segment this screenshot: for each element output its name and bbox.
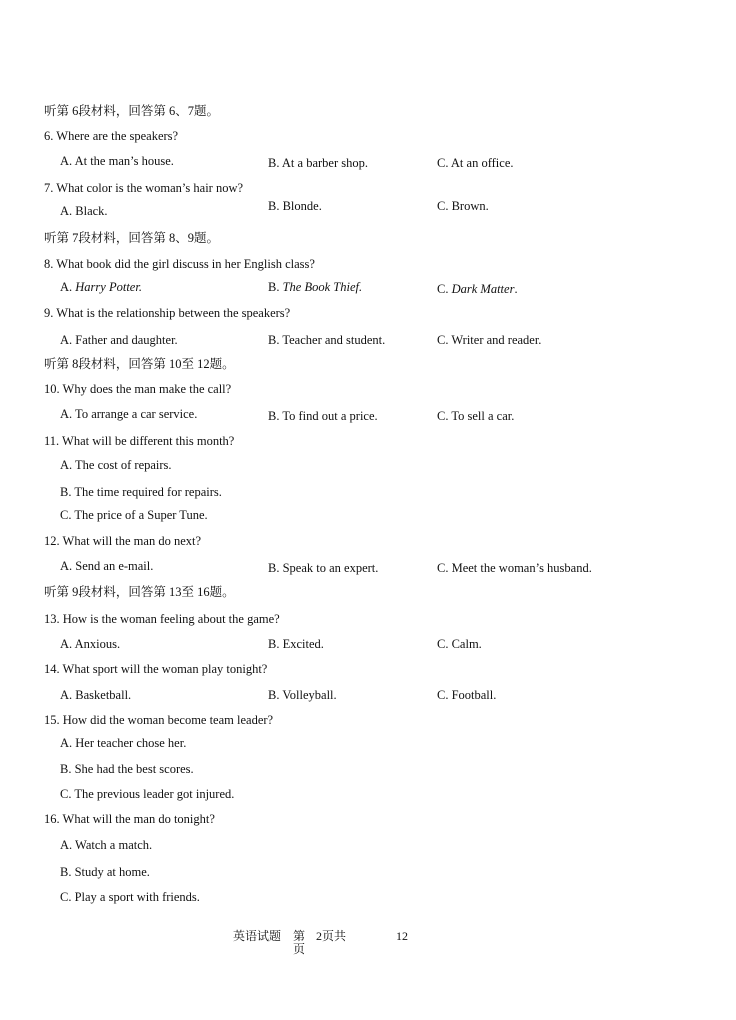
- question-13-stem: 13. How is the woman feeling about the game?: [44, 612, 280, 626]
- question-8-option-a: [60, 279, 142, 295]
- question-10-option-c: C. To sell a car.: [437, 409, 515, 423]
- question-7-option-a: A. Black.: [60, 204, 108, 218]
- question-11-option-b: B. The time required for repairs.: [60, 485, 222, 499]
- question-7-stem: 7. What color is the woman’s hair now?: [44, 181, 244, 195]
- question-16-stem: 16. What will the man do tonight?: [44, 812, 215, 826]
- question-16-option-c: C. Play a sport with friends.: [60, 890, 200, 904]
- question-13-option-c: C. Calm.: [437, 637, 482, 651]
- question-14-option-a: A. Basketball.: [60, 688, 132, 702]
- question-15-stem: 15. How did the woman become team leader?: [44, 713, 274, 727]
- question-10-stem: 10. Why does the man make the call?: [44, 382, 232, 396]
- question-6-option-c: C. At an office.: [437, 156, 514, 170]
- question-12-option-a: A. Send an e-mail.: [60, 559, 154, 573]
- question-7-option-c: C. Brown.: [437, 199, 489, 213]
- question-9-option-a: A. Father and daughter.: [60, 333, 178, 347]
- question-11-option-c: C. The price of a Super Tune.: [60, 508, 208, 522]
- question-8-option-b: [268, 279, 362, 295]
- question-14-option-b: B. Volleyball.: [268, 688, 337, 702]
- question-9-option-b: B. Teacher and student.: [268, 333, 386, 347]
- question-15-option-a: A. Her teacher chose her.: [60, 736, 187, 750]
- section-heading-9: 听第 9段材料，回答第 13至 16题。: [44, 585, 235, 599]
- question-10-option-a: A. To arrange a car service.: [60, 407, 198, 421]
- question-16-option-b: B. Study at home.: [60, 865, 150, 879]
- option-letter: B.: [268, 280, 280, 294]
- question-15-option-b: B. She had the best scores.: [60, 762, 194, 776]
- question-16-option-a: A. Watch a match.: [60, 838, 153, 852]
- question-12-option-c: C. Meet the woman’s husband.: [437, 561, 592, 575]
- book-title: Harry Potter.: [75, 280, 142, 294]
- section-heading-8: 听第 8段材料，回答第 10至 12题。: [44, 357, 235, 371]
- option-letter: A.: [60, 280, 73, 294]
- section-heading-7: 听第 7段材料，回答第 8、9题。: [44, 231, 220, 245]
- question-15-option-c: C. The previous leader got injured.: [60, 787, 235, 801]
- question-6-stem: 6. Where are the speakers?: [44, 129, 179, 143]
- book-title: The Book Thief.: [282, 280, 363, 294]
- question-8-stem: 8. What book did the girl discuss in her English class?: [44, 257, 315, 271]
- footer-total-pages: 12: [396, 929, 408, 943]
- question-11-option-a: A. The cost of repairs.: [60, 458, 172, 472]
- question-14-option-c: C. Football.: [437, 688, 497, 702]
- question-14-stem: 14. What sport will the woman play tonight?: [44, 662, 268, 676]
- footer-page-number: 2页共: [316, 929, 347, 943]
- question-7-option-b: B. Blonde.: [268, 199, 322, 213]
- footer-page-label: 第: [293, 929, 306, 943]
- question-11-stem: 11. What will be different this month?: [44, 434, 235, 448]
- question-6-option-a: A. At the man’s house.: [60, 154, 174, 168]
- question-9-stem: 9. What is the relationship between the speakers?: [44, 306, 291, 320]
- option-period: .: [514, 282, 518, 296]
- question-6-option-b: B. At a barber shop.: [268, 156, 368, 170]
- question-13-option-a: A. Anxious.: [60, 637, 121, 651]
- question-12-stem: 12. What will the man do next?: [44, 534, 202, 548]
- question-9-option-c: C. Writer and reader.: [437, 333, 542, 347]
- section-heading-6: 听第 6段材料，回答第 6、7题。: [44, 104, 220, 118]
- question-12-option-b: B. Speak to an expert.: [268, 561, 379, 575]
- footer-subject: 英语试题: [233, 929, 282, 943]
- footer-page-suffix: 页: [293, 942, 306, 956]
- question-8-option-c: [437, 281, 518, 297]
- question-10-option-b: B. To find out a price.: [268, 409, 378, 423]
- option-letter: C.: [437, 282, 449, 296]
- question-13-option-b: B. Excited.: [268, 637, 324, 651]
- book-title: Dark Matter: [451, 282, 515, 296]
